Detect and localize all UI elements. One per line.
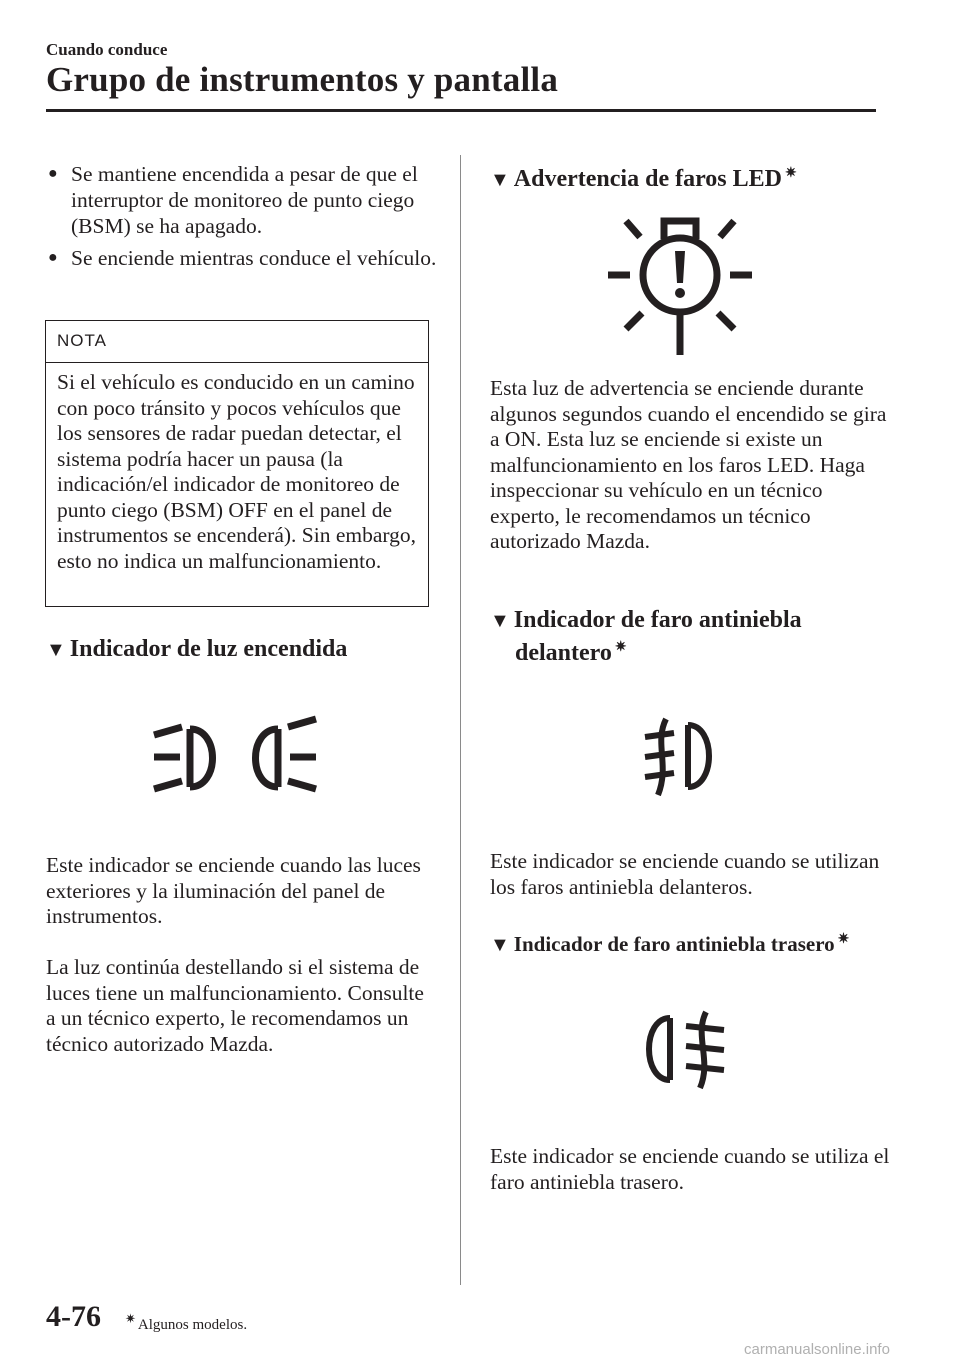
heading-text: delantero [515,640,612,666]
some-models-star-icon: ✷ [785,166,797,181]
some-models-star-icon: ✷ [614,640,627,655]
lights-on-icon [150,715,320,800]
bullet-text: Se enciende mientras conduce el vehículo. [71,246,437,270]
section-heading-led-warning [490,160,797,194]
heading-text: Indicador de faro antiniebla [513,607,802,633]
rear-fog-light-icon [640,1008,730,1090]
triangle-marker-icon: ▼ [490,934,510,956]
footnote [125,1311,247,1334]
note-box [45,320,429,607]
triangle-marker-icon: ▼ [46,639,66,661]
bullet-dot-icon: ● [48,165,58,182]
front-fog-text: Este indicador se enciende cuando se utilizan los faros antiniebla delanteros. [490,849,880,899]
lights-on-paragraph-2: La luz continúa destellando si el sistema de luces tiene un malfuncionamiento. Consulte a un técnico experto, le recomendamos un técnico autorizado Mazda. [46,955,424,1056]
triangle-marker-icon: ▼ [490,610,510,632]
some-models-star-icon: ✷ [837,932,850,947]
section-heading-rear-fog [490,926,849,959]
triangle-marker-icon: ▼ [490,169,510,191]
header-divider [46,109,876,112]
heading-text: Indicador de luz encendida [69,636,348,662]
bullet-dot-icon: ● [48,249,58,266]
note-text: Si el vehículo es conducido en un camino con poco tránsito y pocos vehículos que los sensores de radar puedan detectar, el sistema podría hacer un pausa (la indicación/el indicador de monitoreo de punto ciego (BSM) OFF en el panel de instrumentos se encenderá). Sin embargo, esto no indica un malfuncionamiento. [57,370,417,573]
led-warning-text: Esta luz de advertencia se enciende durante algunos segundos cuando el encendido se gira a ON. Esta luz se enciende si existe un malfuncionamiento en los faros LED. Haga inspeccionar su vehículo en un técnico experto, le recomendamos un técnico autorizado Mazda. [490,376,887,553]
bullet-item [46,245,441,271]
page-number: 4-76 [46,1300,101,1333]
heading-text: Indicador de faro antiniebla trasero [513,932,835,956]
section-heading-front-fog [490,606,802,635]
some-models-star-icon: ✷ [125,1311,136,1326]
section-label: Cuando conduce [46,40,168,59]
front-fog-light-icon [640,715,720,797]
section-heading-front-fog-line2 [515,634,627,667]
column-divider [460,155,461,1285]
section-heading-lights-on [46,635,347,664]
note-label: NOTA [57,331,107,350]
note-header [46,321,428,363]
page-title: Grupo de instrumentos y pantalla [46,60,559,99]
bullet-text: Se mantiene encendida a pesar de que el interruptor de monitoreo de punto ciego (BSM) se ha apagado. [71,162,418,238]
watermark-site: carmanualsonline.info [744,1341,890,1358]
lights-on-paragraph-1: Este indicador se enciende cuando las luces exteriores y la iluminación del panel de instrumentos. [46,853,421,928]
bullet-item [46,161,441,239]
heading-text: Advertencia de faros LED [513,166,782,192]
rear-fog-text: Este indicador se enciende cuando se utiliza el faro antiniebla trasero. [490,1144,890,1194]
footnote-text: Algunos modelos. [137,1317,248,1333]
led-headlight-warning-icon [600,215,760,360]
